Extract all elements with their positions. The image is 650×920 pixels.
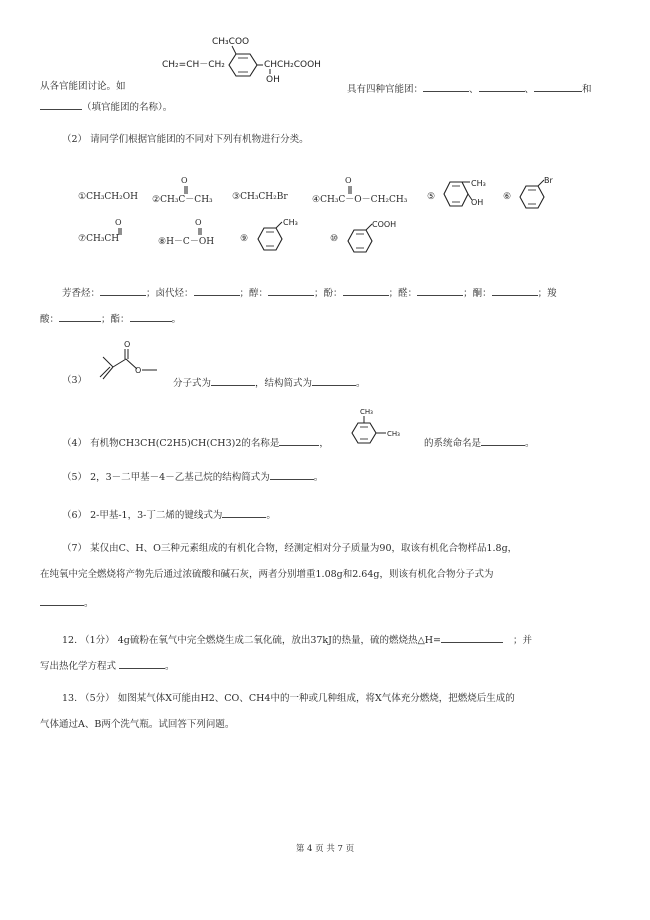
compound-1: ①CH₃CH₂OH (78, 192, 138, 202)
compound-9-num: ⑨ (240, 234, 249, 244)
q3-text: 分子式为 ，结构简式为 。 (173, 374, 366, 391)
intro-sep-2: 、 (524, 84, 535, 95)
compound-5-num: ⑤ (427, 192, 436, 202)
intro-line-2 (40, 98, 172, 115)
q5-text: （5） 2，3－二甲基－4－乙基己烷的结构简式为 。 (62, 468, 323, 485)
compound-7-oxygen: O (115, 218, 122, 227)
q6-blank[interactable] (222, 506, 266, 518)
compound-8: ⑧H－C－OH (158, 237, 215, 247)
compound-8-oxygen: O (195, 218, 202, 227)
intro-sep-1: 、 (469, 84, 479, 95)
blank-phenol[interactable] (343, 284, 389, 296)
q7-line-3: 。 (40, 594, 94, 611)
q12-line-2: 写出热化学方程式 。 (40, 657, 175, 674)
struct-left-label: CH₂=CH－CH₂ (162, 60, 225, 70)
q3-blank-formula[interactable] (211, 374, 255, 386)
intro-mid: 具有四种官能团： (347, 84, 424, 95)
svg-text:O: O (124, 340, 131, 349)
blank-acid[interactable] (59, 310, 101, 322)
intro-line (347, 80, 592, 97)
compound-4-oxygen: O (345, 176, 352, 185)
q2-classes-line-1: 芳香烃： ；卤代烃： ；醇： ；酚： ；醛： ；酮： ；羧 (62, 284, 557, 301)
intro-blank-3[interactable] (534, 80, 582, 92)
struct-right-label: CHCH₂COOH (264, 60, 321, 70)
top-structure-diagram (160, 34, 340, 86)
compound-5-ch3: CH₃ (471, 179, 486, 188)
svg-text:CH₃: CH₃ (387, 430, 400, 438)
q2-classes-line-2: 酸： ；酯： 。 (40, 310, 181, 327)
compound-4-double-bond (348, 186, 352, 194)
q7-line-2: 在纯氧中完全燃烧将产物先后通过浓硫酸和碱石灰，两者分别增重1.08g和2.64g，则该有机化合物分子式为 (40, 569, 494, 580)
compound-8-double-bond (198, 228, 202, 235)
compound-3: ③CH₃CH₂Br (232, 192, 288, 202)
compound-6-br: Br (544, 176, 553, 185)
blank-aldehyde[interactable] (417, 284, 463, 296)
compound-7: ⑦CH₃CH (78, 234, 120, 244)
q12-line-1: 12. （1分） 4g硫粉在氧气中完全燃烧生成二氧化硫，放出37kJ的热量，硫的燃烧热△H= ；并 (62, 631, 532, 648)
q3-blank-structure[interactable] (312, 374, 356, 386)
blank-alcohol[interactable] (268, 284, 314, 296)
intro-and: 和 (582, 84, 592, 95)
blank-ketone[interactable] (492, 284, 538, 296)
struct-oh-label: OH (266, 75, 280, 85)
q4-blank-system-name[interactable] (481, 434, 525, 446)
q12-blank-enthalpy[interactable] (441, 631, 503, 643)
q4-text-2: 的系统命名是 。 (424, 434, 535, 451)
compound-10-cooh: COOH (372, 220, 397, 229)
q7-line-1: （7） 某仅由C、H、O三种元素组成的有机化合物，经测定相对分子质量为90，取该有机化合物样品1.8g， (62, 543, 518, 554)
intro-suffix: （填官能团的名称）。 (82, 102, 173, 113)
intro-prefix: 从各官能团讨论。如 (40, 81, 126, 92)
page-footer: 第 4 页 共 7 页 (295, 844, 355, 854)
compound-5-structure (440, 178, 496, 214)
q5-blank[interactable] (270, 468, 314, 480)
struct-top-label: CH₃COO (212, 37, 250, 47)
q7-blank[interactable] (40, 594, 84, 606)
compound-6-num: ⑥ (503, 192, 512, 202)
q6-text: （6） 2-甲基-1，3-丁二烯的键线式为 。 (62, 506, 276, 523)
q2-text: （2） 请同学们根据官能团的不同对下列有机物进行分类。 (62, 134, 309, 145)
blank-aromatic[interactable] (100, 284, 146, 296)
compound-2-oxygen: O (181, 176, 188, 185)
svg-text:CH₃: CH₃ (360, 408, 373, 416)
blank-ester[interactable] (130, 310, 172, 322)
q4-blank-name[interactable] (279, 434, 319, 446)
intro-blank-4[interactable] (40, 98, 82, 110)
q4-xylene-structure (346, 405, 420, 451)
compound-2: ②CH₃C－CH₃ (152, 195, 213, 205)
compound-9-ch3: CH₃ (283, 218, 298, 227)
intro-blank-1[interactable] (423, 80, 469, 92)
q12-blank-equation[interactable] (119, 657, 165, 669)
compound-10-structure (344, 218, 408, 256)
compound-10-num: ⑩ (330, 234, 339, 244)
blank-halide[interactable] (194, 284, 240, 296)
compound-9-structure (254, 218, 304, 254)
compound-2-double-bond (184, 186, 188, 194)
compound-7-double-bond (118, 228, 122, 235)
compound-5-oh: OH (471, 198, 484, 207)
q3-skeletal-structure (95, 337, 167, 383)
q13-line-2: 气体通过A、B两个洗气瓶。试回答下列问题。 (40, 719, 235, 730)
svg-text:O: O (135, 366, 142, 375)
intro-blank-2[interactable] (479, 80, 525, 92)
q4-text-1: （4） 有机物CH3CH(C2H5)CH(CH3)2的名称是 ， (62, 434, 329, 451)
q13-line-1: 13. （5分） 如图某气体X可能由H2、CO、CH4中的一种或几种组成，将X气体充分燃烧，把燃烧后生成的 (62, 693, 515, 704)
compound-6-structure (516, 176, 560, 212)
q3-num: （3） (62, 375, 88, 386)
compound-4: ④CH₃C－O－CH₂CH₃ (312, 195, 408, 205)
